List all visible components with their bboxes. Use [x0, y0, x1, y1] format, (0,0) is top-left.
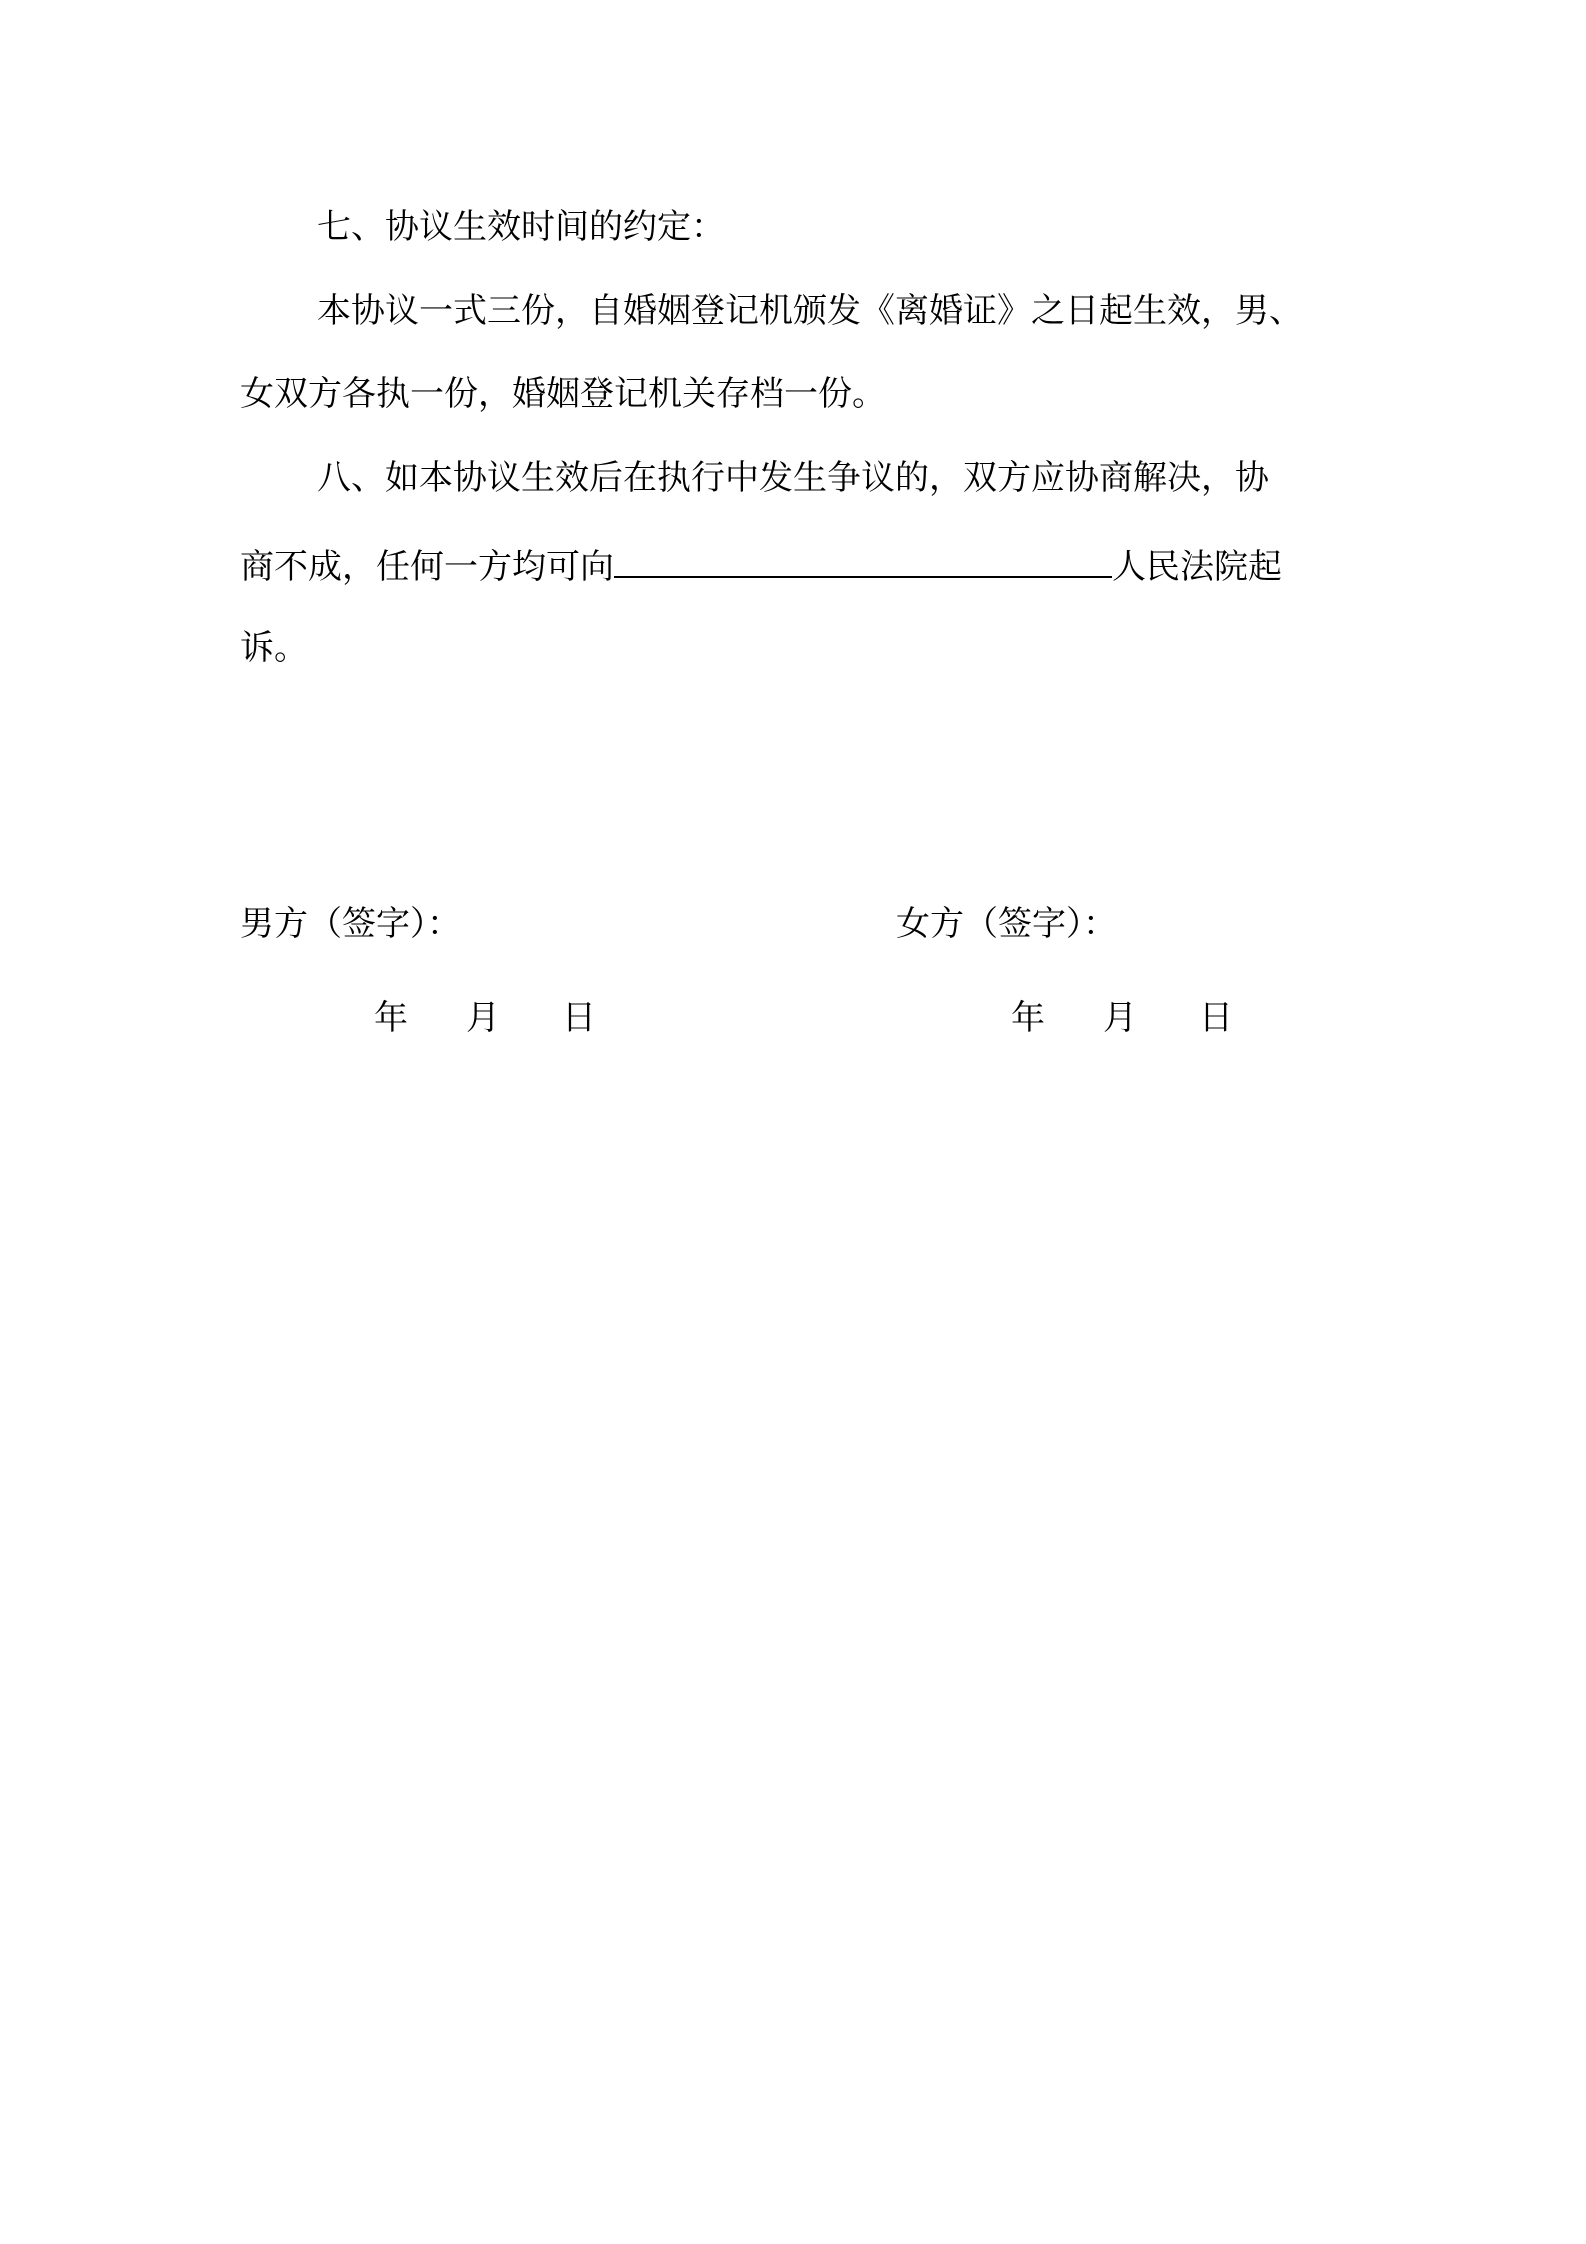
section8-line2 — [240, 545, 1282, 589]
male-date-year: 年 — [374, 998, 408, 1038]
section8-line2-after: 人民法院起 — [1112, 547, 1282, 587]
male-date — [374, 996, 596, 1040]
section7-heading: 七、协议生效时间的约定： — [317, 207, 725, 247]
section8-line3: 诉。 — [240, 628, 308, 668]
male-date-month: 月 — [466, 998, 500, 1038]
male-signature-label: 男方（签字）： — [240, 904, 461, 944]
court-name-blank[interactable] — [614, 546, 1112, 578]
female-date-day: 日 — [1199, 998, 1233, 1038]
male-date-day: 日 — [562, 998, 596, 1038]
female-signature-label: 女方（签字）： — [896, 904, 1117, 944]
section8-line2-before: 商不成，任何一方均可向 — [240, 547, 614, 587]
section7-line1: 本协议一式三份，自婚姻登记机颁发《离婚证》之日起生效，男、 — [317, 291, 1303, 331]
female-date-month: 月 — [1103, 998, 1137, 1038]
female-date — [1011, 996, 1233, 1040]
section7-line2: 女双方各执一份，婚姻登记机关存档一份。 — [240, 374, 886, 414]
female-date-year: 年 — [1011, 998, 1045, 1038]
section8-line1: 八、如本协议生效后在执行中发生争议的，双方应协商解决，协 — [317, 458, 1269, 498]
